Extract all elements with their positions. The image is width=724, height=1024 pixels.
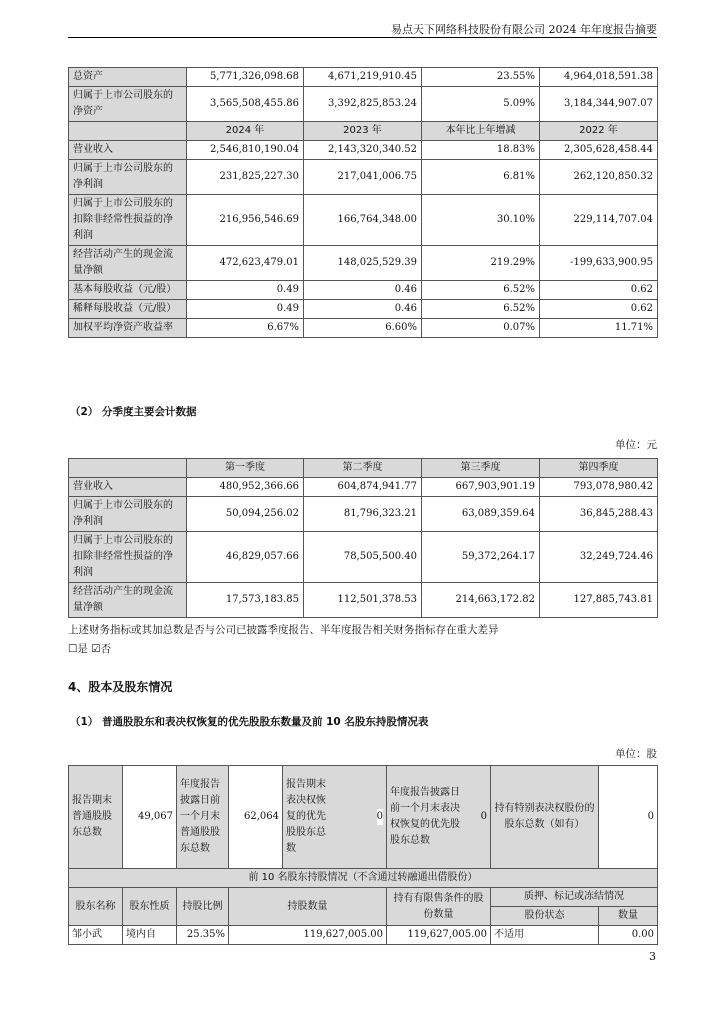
cell-value: 667,903,901.19 (422, 478, 540, 497)
table-row (69, 532, 658, 583)
cell-value: 2,143,320,340.52 (304, 141, 422, 160)
column-header: 第四季度 (540, 459, 658, 478)
cell-value: 216,956,546.69 (187, 195, 304, 246)
cell-value: 3,184,344,907.07 (540, 87, 658, 122)
top10-title: 前 10 名股东持股情况（不含通过转融通出借股份） (69, 869, 658, 888)
column-header: 第三季度 (422, 459, 540, 478)
table-row (69, 926, 658, 945)
cell-name: 邹小武 (69, 926, 123, 945)
row-label: 归属于上市公司股东的净资产 (69, 87, 187, 122)
holders-before-disclosure-label: 年度报告披露日前一个月末普通股股东总数 (177, 766, 229, 869)
preferred-holders-label (283, 766, 387, 869)
cell-value: -199,633,900.95 (540, 246, 658, 281)
annual-financials-table (68, 67, 658, 338)
row-label: 营业收入 (69, 478, 187, 497)
row-label: 归属于上市公司股东的净利润 (69, 497, 187, 532)
unit-label: 单位：元 (615, 439, 657, 451)
column-header: 数量 (599, 907, 658, 926)
special-vote-holders-label: 持有特别表决权股份的股东总数（如有） (491, 766, 599, 869)
cell-value: 166,764,348.00 (304, 195, 422, 246)
column-header: 质押、标记或冻结情况 (491, 888, 658, 907)
column-header: 股东名称 (69, 888, 123, 926)
cell-value: 2,305,628,458.44 (540, 141, 658, 160)
shareholders-table (68, 765, 658, 945)
cell-value: 0.07% (422, 319, 540, 338)
row-label: 经营活动产生的现金流量净额 (69, 583, 187, 618)
cell-value: 3,565,508,455.86 (187, 87, 304, 122)
row-label: 归属于上市公司股东的扣除非经常性损益的净利润 (69, 195, 187, 246)
cell-value: 5,771,326,098.68 (187, 68, 304, 87)
cell-value: 214,663,172.82 (422, 583, 540, 618)
unit-label: 单位：股 (615, 748, 657, 760)
table-row (69, 319, 658, 338)
row-label: 营业收入 (69, 141, 187, 160)
column-header: 2023 年 (304, 122, 422, 141)
top10-title-row (69, 869, 658, 888)
cell-value: 6.52% (422, 300, 540, 319)
cell-value: 81,796,323.21 (304, 497, 422, 532)
table-row (69, 478, 658, 497)
table-row (69, 246, 658, 281)
cell-value: 219.29% (422, 246, 540, 281)
table-header-row (69, 122, 658, 141)
cell-value: 6.60% (304, 319, 422, 338)
cell-value: 3,392,825,853.24 (304, 87, 422, 122)
column-header: 本年比上年增减 (422, 122, 540, 141)
cell-value: 0.46 (304, 300, 422, 319)
cell-value: 262,120,850.32 (540, 160, 658, 195)
table-row (69, 497, 658, 532)
preferred-holders-before-label (387, 766, 491, 869)
special-vote-holders-value: 0 (599, 766, 658, 869)
table-row (69, 141, 658, 160)
cell-value: 6.67% (187, 319, 304, 338)
table-row (69, 195, 658, 246)
holders-before-disclosure-value: 62,064 (229, 766, 283, 869)
cell-value: 0.46 (304, 281, 422, 300)
cell-nature: 境内自 (123, 926, 177, 945)
row-label: 加权平均净资产收益率 (69, 319, 187, 338)
header-rule (68, 37, 657, 38)
difference-note: 上述财务指标或其加总数是否与公司已披露季度报告、半年度报告相关财务指标存在重大差异 (68, 624, 499, 636)
page-number: 3 (649, 950, 656, 963)
table-row (69, 87, 658, 122)
row-label: 总资产 (69, 68, 187, 87)
cell-value: 5.09% (422, 87, 540, 122)
column-header: 第一季度 (187, 459, 304, 478)
cell-ratio: 25.35% (177, 926, 229, 945)
cell-value: 46,829,057.66 (187, 532, 304, 583)
cell-value: 217,041,006.75 (304, 160, 422, 195)
column-header: 持股数量 (229, 888, 387, 926)
page-header: 易点天下网络科技股份有限公司 2024 年年度报告摘要 (391, 23, 657, 36)
cell-value: 36,845,288.43 (540, 497, 658, 532)
cell-status: 不适用 (491, 926, 599, 945)
cell-value: 0.62 (540, 300, 658, 319)
preferred-holders-before-label-text: 年度报告披露日前一个月末表决权恢复的优先股股东总数 (390, 787, 460, 846)
cell-value: 4,671,219,910.45 (304, 68, 422, 87)
shareholder-count-row (69, 766, 658, 869)
cell-value: 0.62 (540, 281, 658, 300)
section-title-shares: 4、股本及股东情况 (68, 680, 173, 694)
cell-value: 604,874,941.77 (304, 478, 422, 497)
quarterly-table (68, 458, 658, 618)
cell-value: 50,094,256.02 (187, 497, 304, 532)
cell-value: 17,573,183.85 (187, 583, 304, 618)
cell-value: 4,964,018,591.38 (540, 68, 658, 87)
table-header-row (69, 459, 658, 478)
cell-count: 0.00 (599, 926, 658, 945)
row-label: 基本每股收益（元/股） (69, 281, 187, 300)
row-label: 归属于上市公司股东的扣除非经常性损益的净利润 (69, 532, 187, 583)
cell-qty: 119,627,005.00 (229, 926, 387, 945)
cell-value: 6.52% (422, 281, 540, 300)
cell-value: 6.81% (422, 160, 540, 195)
top10-header-row (69, 888, 658, 907)
column-header: 股份状态 (491, 907, 599, 926)
cell-value: 229,114,707.04 (540, 195, 658, 246)
row-label: 经营活动产生的现金流量净额 (69, 246, 187, 281)
cell-value: 2,546,810,190.04 (187, 141, 304, 160)
cell-value: 127,885,743.81 (540, 583, 658, 618)
table-row (69, 281, 658, 300)
table-row (69, 300, 658, 319)
cell-value: 793,078,980.42 (540, 478, 658, 497)
cell-value: 63,089,359.64 (422, 497, 540, 532)
cell-value: 148,025,529.39 (304, 246, 422, 281)
section-title-shareholders: （1） 普通股股东和表决权恢复的优先股股东数量及前 10 名股东持股情况表 (70, 716, 429, 728)
cell-value: 0.49 (187, 300, 304, 319)
column-header: 2024 年 (187, 122, 304, 141)
cell-value: 0.49 (187, 281, 304, 300)
cell-value: 11.71% (540, 319, 658, 338)
row-label: 稀释每股收益（元/股） (69, 300, 187, 319)
total-holders-value: 49,067 (123, 766, 177, 869)
cell-value: 59,372,264.17 (422, 532, 540, 583)
table-row (69, 68, 658, 87)
preferred-holders-label-text: 报告期末表决权恢复的优先股股东总数 (286, 779, 326, 854)
cell-value: 480,952,366.66 (187, 478, 304, 497)
cell-value: 231,825,227.30 (187, 160, 304, 195)
cell-value: 78,505,500.40 (304, 532, 422, 583)
row-label: 归属于上市公司股东的净利润 (69, 160, 187, 195)
cell-value: 23.55% (422, 68, 540, 87)
cell-value: 30.10% (422, 195, 540, 246)
difference-choice: ☐是 ☑否 (68, 643, 112, 655)
preferred-holders-value: 0 (377, 809, 383, 825)
column-header: 持股比例 (177, 888, 229, 926)
cell-value: 112,501,378.53 (304, 583, 422, 618)
table-row (69, 583, 658, 618)
total-holders-label: 报告期末普通股股东总数 (69, 766, 123, 869)
column-header: 持有有限售条件的股份数量 (387, 888, 491, 926)
column-header: 股东性质 (123, 888, 177, 926)
table-row (69, 160, 658, 195)
column-header: 第二季度 (304, 459, 422, 478)
column-header: 2022 年 (540, 122, 658, 141)
section-title-quarterly: （2） 分季度主要会计数据 (70, 406, 197, 418)
cell-value: 18.83% (422, 141, 540, 160)
preferred-holders-before-value: 0 (480, 811, 487, 822)
cell-restricted: 119,627,005.00 (387, 926, 491, 945)
cell-value: 472,623,479.01 (187, 246, 304, 281)
cell-value: 32,249,724.46 (540, 532, 658, 583)
